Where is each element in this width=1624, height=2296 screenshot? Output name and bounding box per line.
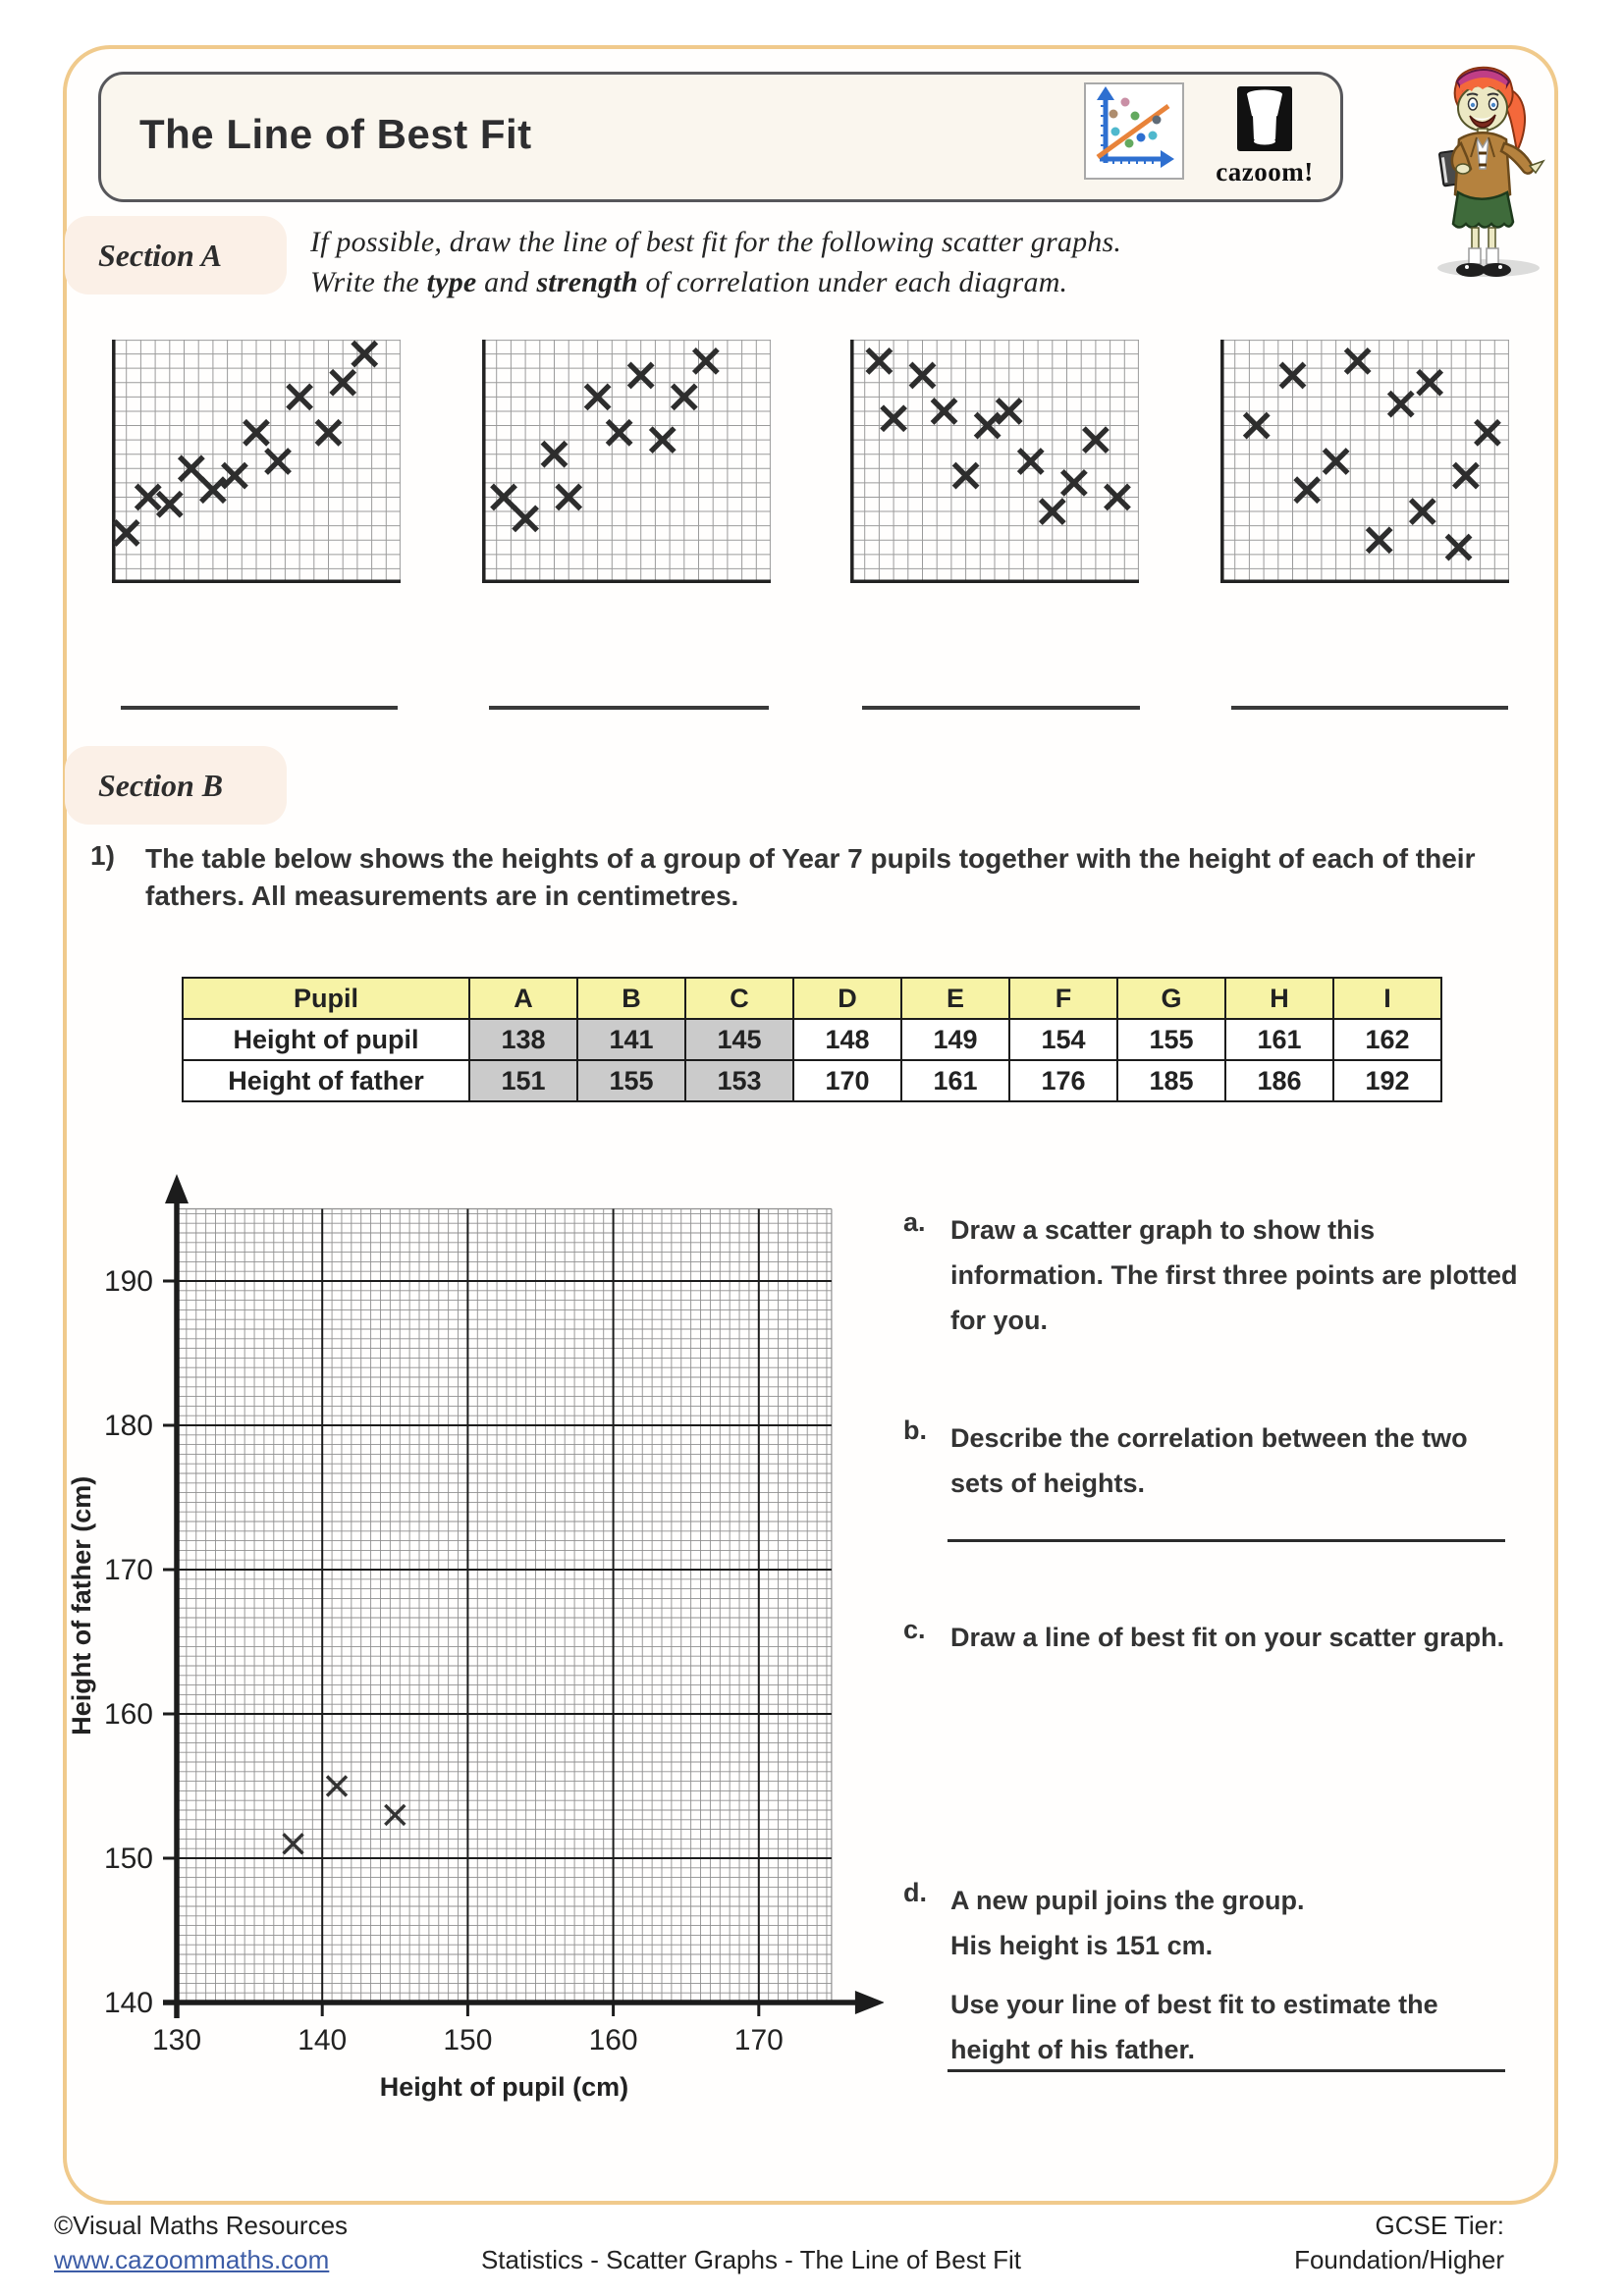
section-a-label: Section A <box>65 216 287 294</box>
table-header-F: F <box>1009 978 1117 1019</box>
question-text: Draw a scatter graph to show this information. The first three points are plotted for you. <box>950 1215 1518 1335</box>
table-header-B: B <box>577 978 685 1019</box>
svg-text:160: 160 <box>588 2024 638 2056</box>
table-header-D: D <box>793 978 901 1019</box>
scatter-graph-1[interactable] <box>112 340 401 583</box>
cazoom-drum-icon <box>1237 86 1292 151</box>
section-a-instructions: If possible, draw the line of best fit for the following scatter graphs. Write the type and strength of correlation under each diagram. <box>310 226 1122 298</box>
gcse-tier-label: GCSE Tier: <box>1375 2211 1504 2240</box>
table-cell: 162 <box>1333 1019 1441 1060</box>
page-title: The Line of Best Fit <box>139 111 532 157</box>
table-cell: 149 <box>901 1019 1009 1060</box>
cazoom-logo-text: cazoom! <box>1216 157 1314 187</box>
question-1-number: 1) <box>90 840 115 871</box>
svg-text:160: 160 <box>103 1698 153 1731</box>
svg-text:Height of father (cm): Height of father (cm) <box>67 1475 96 1735</box>
scatter-graph-3[interactable] <box>850 340 1139 583</box>
table-header-A: A <box>469 978 577 1019</box>
question-1-text: The table below shows the heights of a group of Year 7 pupils together with the height of each of their fathers. All measurements are in centimetres. <box>145 843 1476 911</box>
row-label: Height of father <box>183 1060 469 1101</box>
svg-text:140: 140 <box>103 1987 153 2019</box>
svg-text:180: 180 <box>103 1410 153 1442</box>
question-text: Describe the correlation between the two sets of heights. <box>950 1423 1468 1498</box>
correlation-answer-line-1[interactable] <box>121 706 398 710</box>
table-header-E: E <box>901 978 1009 1019</box>
table-cell: 138 <box>469 1019 577 1060</box>
svg-text:190: 190 <box>103 1265 153 1298</box>
website-link[interactable]: www.cazoommaths.com <box>54 2245 330 2274</box>
table-cell: 155 <box>1117 1019 1225 1060</box>
table-header-G: G <box>1117 978 1225 1019</box>
correlation-answer-line-4[interactable] <box>1231 706 1508 710</box>
scatter-graph-4[interactable] <box>1220 340 1509 583</box>
table-row <box>183 1019 1441 1060</box>
table-cell: 148 <box>793 1019 901 1060</box>
row-label: Height of pupil <box>183 1019 469 1060</box>
table-cell: 145 <box>685 1019 793 1060</box>
scatter-graph-3-svg <box>850 340 1139 583</box>
question-list <box>889 1168 1525 2150</box>
table-cell: 161 <box>901 1060 1009 1101</box>
svg-text:140: 140 <box>298 2024 348 2056</box>
heights-table <box>182 977 1442 1102</box>
correlation-answer-line-2[interactable] <box>489 706 769 710</box>
answer-line-b[interactable] <box>947 1539 1505 1542</box>
question-text: A new pupil joins the group. His height is 151 cm. Use your line of best fit to estimate the height of his father. <box>950 1886 1438 2064</box>
table-cell: 185 <box>1117 1060 1225 1101</box>
table-cell: 192 <box>1333 1060 1441 1101</box>
svg-text:Height of pupil (cm): Height of pupil (cm) <box>379 2072 629 2102</box>
table-cell: 153 <box>685 1060 793 1101</box>
table-cell: 170 <box>793 1060 901 1101</box>
scatter-graph-4-svg <box>1220 340 1509 583</box>
table-cell: 161 <box>1225 1019 1333 1060</box>
svg-text:150: 150 <box>443 2024 493 2056</box>
table-header-I: I <box>1333 978 1441 1019</box>
copyright-text: ©Visual Maths Resources <box>54 2211 349 2240</box>
question-label: a. <box>903 1207 926 1237</box>
cazoom-logo <box>1210 86 1320 187</box>
question-label: c. <box>903 1615 926 1644</box>
answer-line-d[interactable] <box>947 2069 1505 2072</box>
table-header-pupil: Pupil <box>183 978 469 1019</box>
scatter-chart-icon <box>1084 82 1184 180</box>
pupil-father-scatter-svg <box>49 1158 884 2130</box>
table-row <box>183 1060 1441 1101</box>
table-cell: 154 <box>1009 1019 1117 1060</box>
pupil-father-scatter-graph[interactable] <box>49 1158 884 2135</box>
table-cell: 186 <box>1225 1060 1333 1101</box>
scatter-graph-1-svg <box>112 340 401 583</box>
table-cell: 141 <box>577 1019 685 1060</box>
table-cell: 151 <box>469 1060 577 1101</box>
gcse-tier-value: Foundation/Higher <box>1294 2245 1504 2274</box>
svg-text:150: 150 <box>103 1842 153 1875</box>
mascot-girl-illustration <box>1416 55 1553 285</box>
svg-text:170: 170 <box>733 2024 784 2056</box>
footer-topic: Statistics - Scatter Graphs - The Line of Best Fit <box>480 2245 1022 2274</box>
section-b-label: Section B <box>65 746 287 825</box>
svg-text:170: 170 <box>103 1554 153 1586</box>
question-label: d. <box>903 1878 927 1907</box>
scatter-graph-2-svg <box>482 340 771 583</box>
svg-text:130: 130 <box>151 2024 202 2056</box>
table-cell: 155 <box>577 1060 685 1101</box>
scatter-graph-2[interactable] <box>482 340 771 583</box>
table-header-C: C <box>685 978 793 1019</box>
table-header-H: H <box>1225 978 1333 1019</box>
question-text: Draw a line of best fit on your scatter graph. <box>950 1623 1505 1652</box>
correlation-answer-line-3[interactable] <box>862 706 1140 710</box>
question-label: b. <box>903 1415 927 1445</box>
table-cell: 176 <box>1009 1060 1117 1101</box>
